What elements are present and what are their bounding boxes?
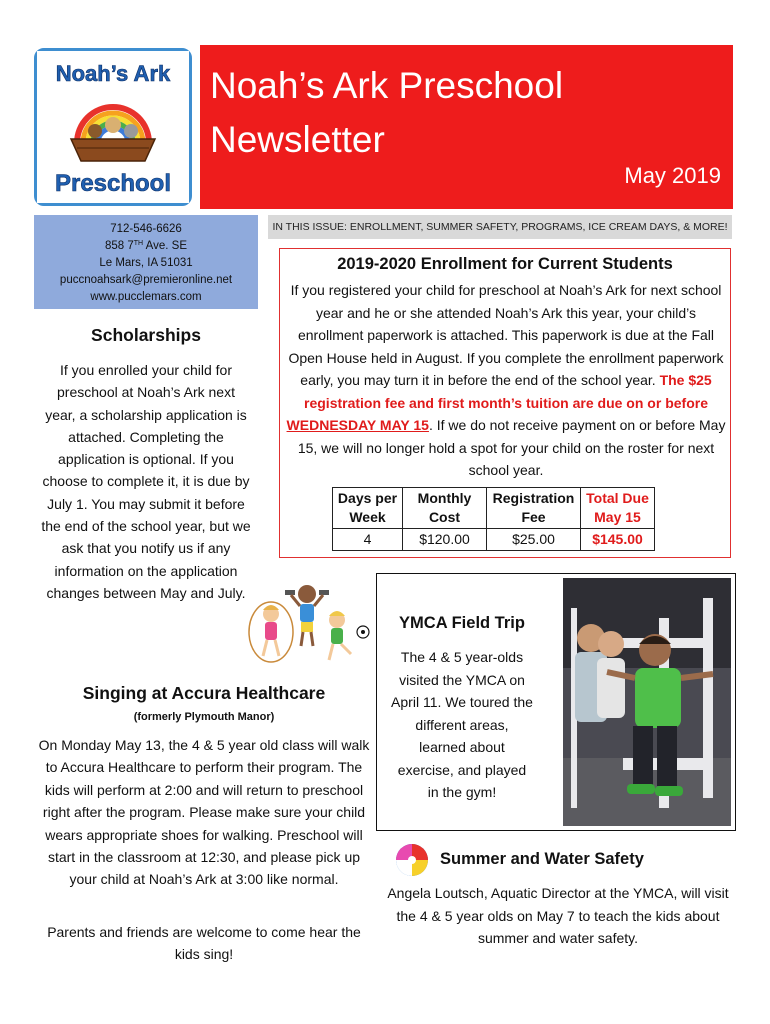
in-this-issue-bar: IN THIS ISSUE: ENROLLMENT, SUMMER SAFETY, PROGRAMS, ICE CREAM DAYS, & MORE! xyxy=(268,215,732,239)
noahs-ark-logo xyxy=(34,48,192,206)
logo-subtitle-text: Preschool xyxy=(54,170,172,197)
exercising-kids-clipart xyxy=(245,580,375,670)
table-header-cell: Days per Week xyxy=(333,488,403,529)
table-row xyxy=(333,529,655,551)
title-line-2: Newsletter xyxy=(210,119,385,160)
ymca-text: The 4 & 5 year-olds visited the YMCA on April 11. We toured the different areas, learned about exercise, and played in the gym! xyxy=(391,649,533,800)
ymca-gym-photo xyxy=(563,578,731,826)
ymca-section xyxy=(376,573,736,831)
due-date-emphasis: WEDNESDAY MAY 15 xyxy=(286,417,429,433)
contact-address: 858 7TH Ave. SE xyxy=(104,240,188,252)
newsletter-header xyxy=(200,45,733,209)
fee-table xyxy=(332,487,655,551)
contact-city: Le Mars, IA 51031 xyxy=(99,257,193,269)
scholarships-text: If you enrolled your child for preschool at Noah’s Ark next year, a scholarship application is attached. Completing the application is optional. If you choose to complete it, it is due by July 1. You may submit it before the end of the school year, but we ask that you notify us if any information on the application changes between May and July. xyxy=(41,362,251,601)
ymca-title: YMCA Field Trip xyxy=(399,614,525,632)
table-cell: $120.00 xyxy=(403,529,487,551)
enrollment-title: 2019-2020 Enrollment for Current Students xyxy=(337,255,673,273)
beach-ball-icon xyxy=(395,843,429,877)
table-cell: $145.00 xyxy=(581,529,655,551)
summer-safety-title: Summer and Water Safety xyxy=(440,850,644,868)
table-header-cell: Monthly Cost xyxy=(403,488,487,529)
logo-title-text: Noah’s Ark xyxy=(55,61,171,86)
singing-subtitle: (formerly Plymouth Manor) xyxy=(133,711,275,723)
table-cell: 4 xyxy=(333,529,403,551)
table-header-row xyxy=(333,488,655,529)
contact-phone: 712-546-6626 xyxy=(110,223,182,235)
enrollment-text: If you registered your child for preschool at Noah’s Ark for next school year and he or she attended Noah’s Ark this year, your child’s enrollment paperwork is attached. This paperwork is due at the Fall Open House held in August. If you complete the enrollment paperwork early, you may turn it in before the end of the school year. The $25 registration fee and first month’s tuition are due on or before WEDNESDAY MAY 15. If we do not receive payment on or before May 15, we will no longer hold a spot for your child on the roster for next school year. xyxy=(286,282,726,478)
contact-website[interactable]: www.pucclemars.com xyxy=(90,291,202,303)
table-header-cell: Total Due May 15 xyxy=(581,488,655,529)
singing-title: Singing at Accura Healthcare xyxy=(82,683,326,703)
newsletter-date: May 2019 xyxy=(624,163,721,188)
summer-safety-text: Angela Loutsch, Aquatic Director at the YMCA, will visit the 4 & 5 year olds on May 7 to teach the kids about summer and water safety. xyxy=(387,885,729,946)
contact-info-box xyxy=(34,215,258,309)
scholarships-title: Scholarships xyxy=(91,325,201,345)
enrollment-section xyxy=(279,248,731,558)
singing-invite-text: Parents and friends are welcome to come hear the kids sing! xyxy=(47,924,361,963)
contact-email[interactable]: puccnoahsark@premieronline.net xyxy=(59,274,233,286)
table-header-cell: Registration Fee xyxy=(487,488,581,529)
title-line-1: Noah’s Ark Preschool xyxy=(210,65,564,106)
newsletter-title xyxy=(210,59,563,167)
singing-text: On Monday May 13, the 4 & 5 year old class will walk to Accura Healthcare to perform their program. The kids will perform at 2:00 and will return to preschool right after the program. Please make sure your child wears appropriate shoes for walking. Preschool will start in the classroom at 12:30, and please pick up your child at Noah’s Ark at 3:00 like normal. xyxy=(38,737,370,888)
table-cell: $25.00 xyxy=(487,529,581,551)
